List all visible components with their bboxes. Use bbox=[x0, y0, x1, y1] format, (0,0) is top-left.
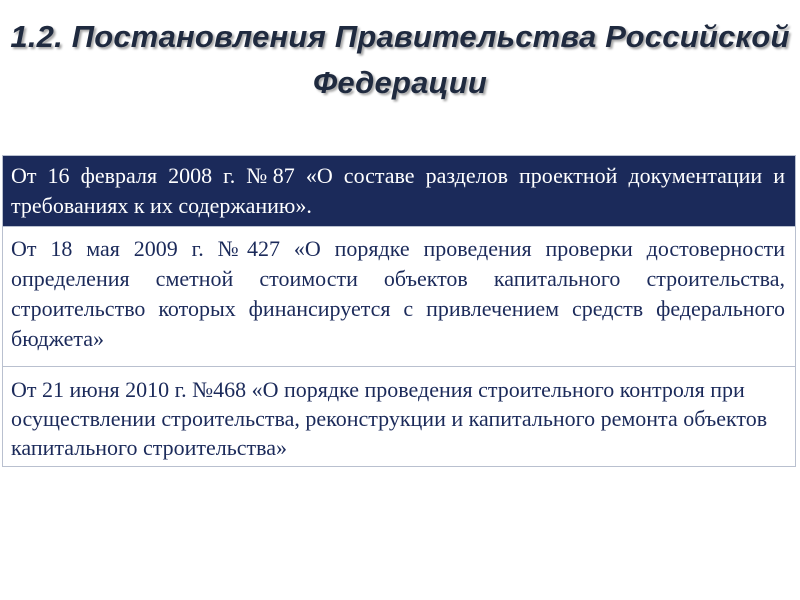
decree-text: От 16 февраля 2008 г. №87 «О составе разделов проектной документации и требованиях к их содержанию». bbox=[11, 163, 785, 218]
decree-row-2 bbox=[3, 226, 795, 366]
decree-row-1 bbox=[3, 156, 795, 226]
slide-title: 1.2. Постановления Правительства Российской Федерации bbox=[10, 19, 790, 100]
decree-text: От 21 июня 2010 г. №468 «О порядке проведения строительного контроля при осуществлении строительства, реконструкции и капитального ремонта объектов капитального строительства» bbox=[11, 377, 768, 460]
decree-row-3 bbox=[3, 366, 795, 466]
decree-text: От 18 мая 2009 г. №427 «О порядке проведения проверки достоверности определения сметной стоимости объектов капитального строительства, строительство которых финансируется с привлечением средств федерального бюджета» bbox=[11, 236, 785, 351]
decrees-table bbox=[2, 155, 796, 467]
